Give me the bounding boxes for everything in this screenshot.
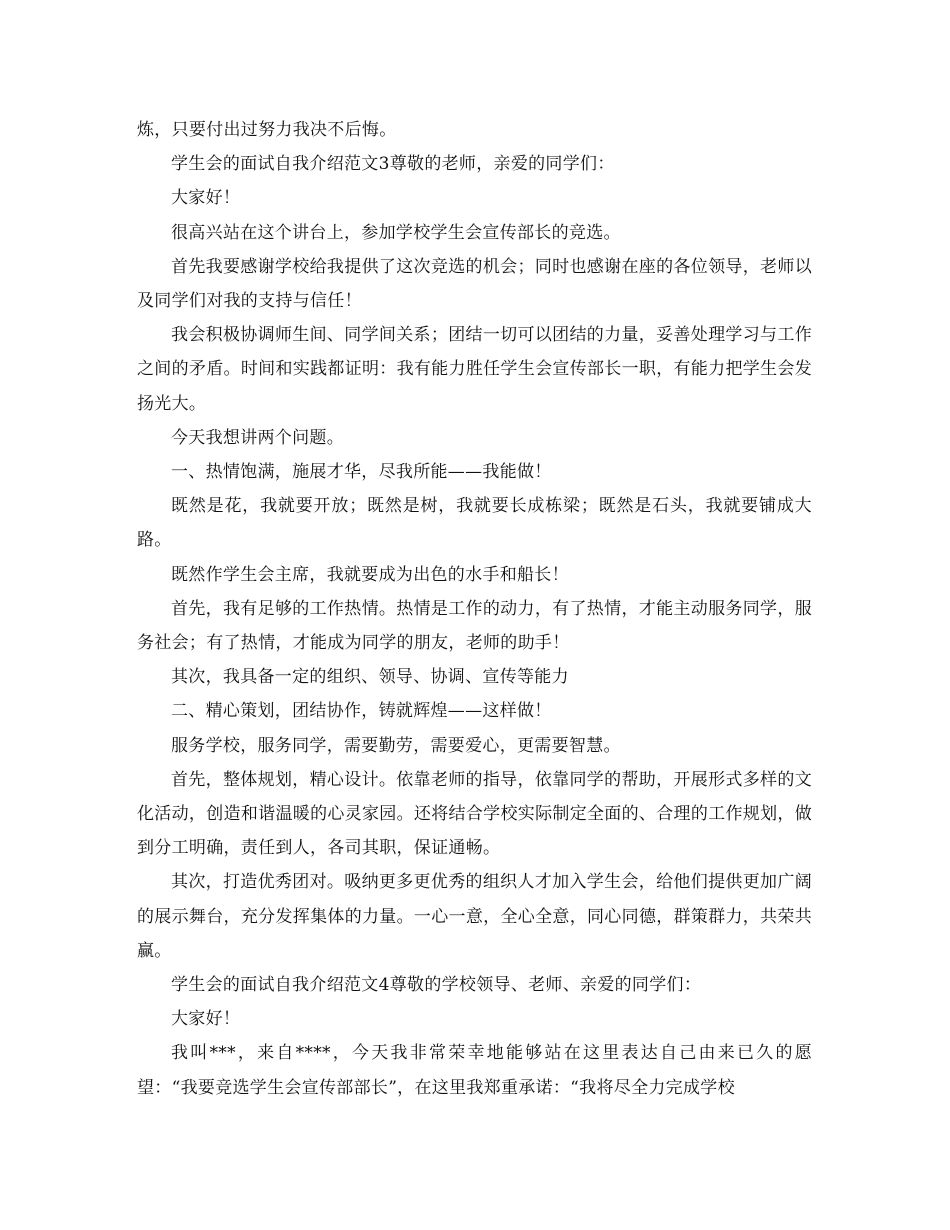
paragraph-7: 一、热情饱满，施展才华，尽我所能——我能做！	[171, 462, 552, 483]
paragraph-4: 首先我要感谢学校给我提供了这次竞选的机会；同时也感谢在座的各位领导，老师以及同学们对我的支持与信任！	[137, 256, 812, 312]
paragraph-15: 其次，打造优秀团对。吸纳更多更优秀的组织人才加入学生会，给他们提供更加广阔的展示舞台，充分发挥集体的力量。一心一意，全心全意，同心同德，群策群力，共荣共赢。	[137, 872, 812, 961]
paragraph-16: 学生会的面试自我介绍范文4尊敬的学校领导、老师、亲爱的同学们：	[171, 975, 702, 996]
document-body	[137, 113, 812, 1105]
paragraph-12: 二、精心策划，团结协作，铸就辉煌——这样做！	[171, 701, 552, 722]
paragraph-9: 既然作学生会主席，我就要成为出色的水手和船长！	[171, 564, 569, 585]
paragraph-11: 其次，我具备一定的组织、领导、协调、宣传等能力	[171, 667, 569, 688]
paragraph-2: 大家好！	[171, 188, 241, 209]
paragraph-13: 服务学校，服务同学，需要勤劳，需要爱心，更需要智慧。	[171, 735, 621, 756]
paragraph-0: 炼，只要付出过努力我决不后悔。	[137, 120, 397, 140]
paragraph-17: 大家好！	[171, 1009, 241, 1030]
paragraph-14: 首先，整体规划，精心设计。依靠老师的指导，依靠同学的帮助，开展形式多样的文化活动，创造和谐温暖的心灵家园。还将结合学校实际制定全面的、合理的工作规划，做到分工明确，责任到人，各司其职，保证通畅。	[137, 769, 812, 859]
paragraph-18: 我叫***，来自****，今天我非常荣幸地能够站在这里表达自己由来已久的愿望：“我要竞选学生会宣传部部长”，在这里我郑重承诺：“我将尽全力完成学校	[137, 1043, 812, 1098]
paragraph-8: 既然是花，我就要开放；既然是树，我就要长成栋梁；既然是石头，我就要铺成大路。	[137, 496, 812, 551]
paragraph-3: 很高兴站在这个讲台上，参加学校学生会宣传部长的竞选。	[171, 222, 621, 243]
paragraph-1: 学生会的面试自我介绍范文3尊敬的老师，亲爱的同学们：	[171, 154, 615, 175]
paragraph-5: 我会积极协调师生间、同学间关系；团结一切可以团结的力量，妥善处理学习与工作之间的矛盾。时间和实践都证明：我有能力胜任学生会宣传部长一职，有能力把学生会发扬光大。	[137, 325, 812, 414]
paragraph-6: 今天我想讲两个问题。	[171, 427, 344, 448]
paragraph-10: 首先，我有足够的工作热情。热情是工作的动力，有了热情，才能主动服务同学，服务社会；有了热情，才能成为同学的朋友，老师的助手！	[137, 598, 812, 654]
